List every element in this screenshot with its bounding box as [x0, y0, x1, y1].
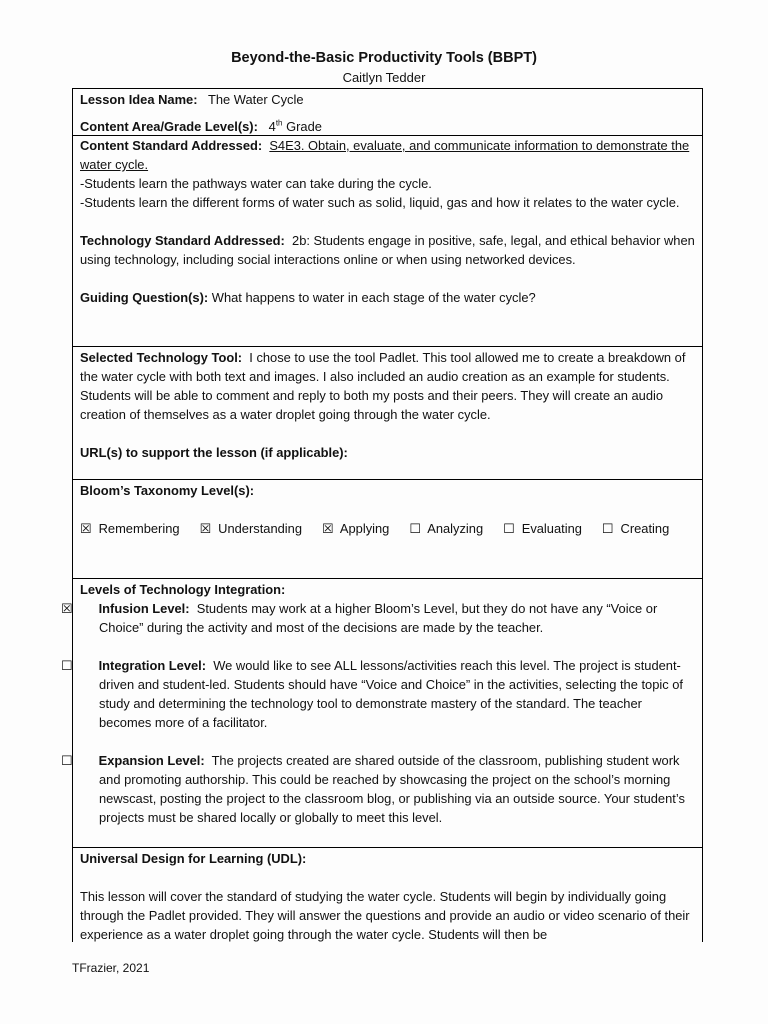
guiding-question-value: What happens to water in each stage of the water cycle?	[211, 290, 536, 305]
integration-label: Levels of Technology Integration:	[80, 582, 286, 597]
infusion-level	[61, 599, 696, 637]
technology-standard-label: Technology Standard Addressed:	[80, 233, 285, 248]
expansion-label: Expansion Level:	[98, 753, 205, 768]
blooms-remembering	[80, 519, 180, 538]
standard-bullet-1: -Students learn the pathways water can take during the cycle.	[80, 176, 432, 191]
blooms-level-name: Applying	[339, 521, 390, 536]
checkbox-empty-icon: ☐	[503, 521, 515, 536]
technology-tool-cell	[73, 347, 702, 480]
blooms-analyzing	[409, 519, 483, 538]
selected-tool-label: Selected Technology Tool:	[80, 350, 243, 365]
author-name: Caitlyn Tedder	[342, 70, 426, 85]
blooms-cell	[73, 480, 702, 579]
lesson-idea-row	[80, 90, 696, 109]
blooms-levels	[80, 519, 696, 538]
integration-cell	[61, 579, 702, 848]
blooms-creating	[602, 519, 669, 538]
technology-standard-value: 2b: Students engage in positive, safe, legal, and ethical behavior when using technology, including social interactions online or when using networked devices.	[80, 233, 695, 267]
grade-number: 4	[268, 119, 276, 134]
footer-credit: TFrazier, 2021	[72, 961, 150, 975]
checkbox-checked-icon: ☒	[322, 521, 334, 536]
expansion-level	[61, 751, 696, 827]
integration-level-text: We would like to see ALL lessons/activities reach this level. The project is student-driven and student-led. Students should have “Voice and Choice” in the activities, selecting the topic of study and determining the technology tool to demonstrate mastery of the standard. The teacher becomes more of a facilitator.	[99, 658, 684, 730]
content-standard-value: S4E3. Obtain, evaluate, and communicate information to demonstrate the water cycle.	[80, 138, 690, 172]
udl-cell	[73, 848, 702, 943]
blooms-evaluating	[503, 519, 582, 538]
udl-text: This lesson will cover the standard of studying the water cycle. Students will begin by individually going through the Padlet provided. They will answer the questions and provide an audio or video scenario of their experience as a water droplet going through the water cycle. Students will then be	[80, 889, 690, 942]
lesson-idea-label: Lesson Idea Name:	[80, 92, 198, 107]
blooms-level-name: Creating	[620, 521, 670, 536]
integration-level	[61, 656, 696, 732]
checkbox-checked-icon: ☒	[199, 521, 212, 536]
content-standard-row	[80, 136, 696, 174]
infusion-text: Students may work at a higher Bloom’s Level, but they do not have any “Voice or Choice” during the activity and most of the decisions are made by the teacher.	[99, 601, 658, 635]
standard-bullet-2: -Students learn the different forms of water such as solid, liquid, gas and how it relates to the water cycle.	[80, 195, 680, 210]
lesson-table	[61, 88, 703, 942]
infusion-label: Infusion Level:	[98, 601, 190, 616]
checkbox-empty-icon: ☐	[409, 521, 421, 536]
blooms-understanding	[200, 519, 302, 538]
selected-tool-row	[80, 348, 696, 424]
blooms-level-name: Evaluating	[521, 521, 582, 536]
document-title: Beyond-the-Basic Productivity Tools (BBPT)	[231, 50, 537, 66]
guiding-question-row	[80, 288, 696, 307]
checkbox-empty-icon: ☐	[601, 521, 614, 536]
blooms-level-name: Analyzing	[427, 521, 484, 536]
checkbox-empty-icon: ☐	[61, 658, 73, 673]
udl-label: Universal Design for Learning (UDL):	[80, 851, 307, 866]
selected-tool-value: I chose to use the tool Padlet. This tool allowed me to create a breakdown of the water cycle with both text and images. I also included an audio creation as an example for students. Students will be able to comment and reply to both my posts and their peers. They will create an audio creation of themselves as a water droplet going through the water cycle.	[80, 350, 686, 422]
content-area-label: Content Area/Grade Level(s):	[80, 119, 258, 134]
checkbox-empty-icon: ☐	[61, 753, 73, 768]
blooms-applying	[322, 519, 389, 538]
standards-cell	[73, 136, 702, 347]
expansion-text: The projects created are shared outside of the classroom, publishing student work and promoting authorship. This could be reached by showcasing the project on the school’s morning newscast, posting the project to the classroom blog, or publishing via an outside source. Your student’s projects must be shared locally or globally to meet this level.	[99, 753, 685, 825]
blooms-label: Bloom’s Taxonomy Level(s):	[80, 483, 255, 498]
grade-suffix: th	[275, 118, 283, 128]
grade-word: Grade	[286, 119, 322, 134]
integration-level-label: Integration Level:	[98, 658, 207, 673]
content-standard-label: Content Standard Addressed:	[80, 138, 263, 153]
technology-standard-row	[80, 231, 696, 269]
guiding-question-label: Guiding Question(s):	[80, 290, 209, 305]
lesson-idea-value: The Water Cycle	[208, 92, 304, 107]
checkbox-checked-icon: ☒	[80, 521, 92, 536]
blooms-level-name: Understanding	[218, 521, 303, 536]
urls-label: URL(s) to support the lesson (if applicable):	[80, 445, 348, 460]
checkbox-checked-icon: ☒	[61, 601, 73, 616]
blooms-level-name: Remembering	[98, 521, 180, 536]
content-area-row	[80, 117, 322, 136]
